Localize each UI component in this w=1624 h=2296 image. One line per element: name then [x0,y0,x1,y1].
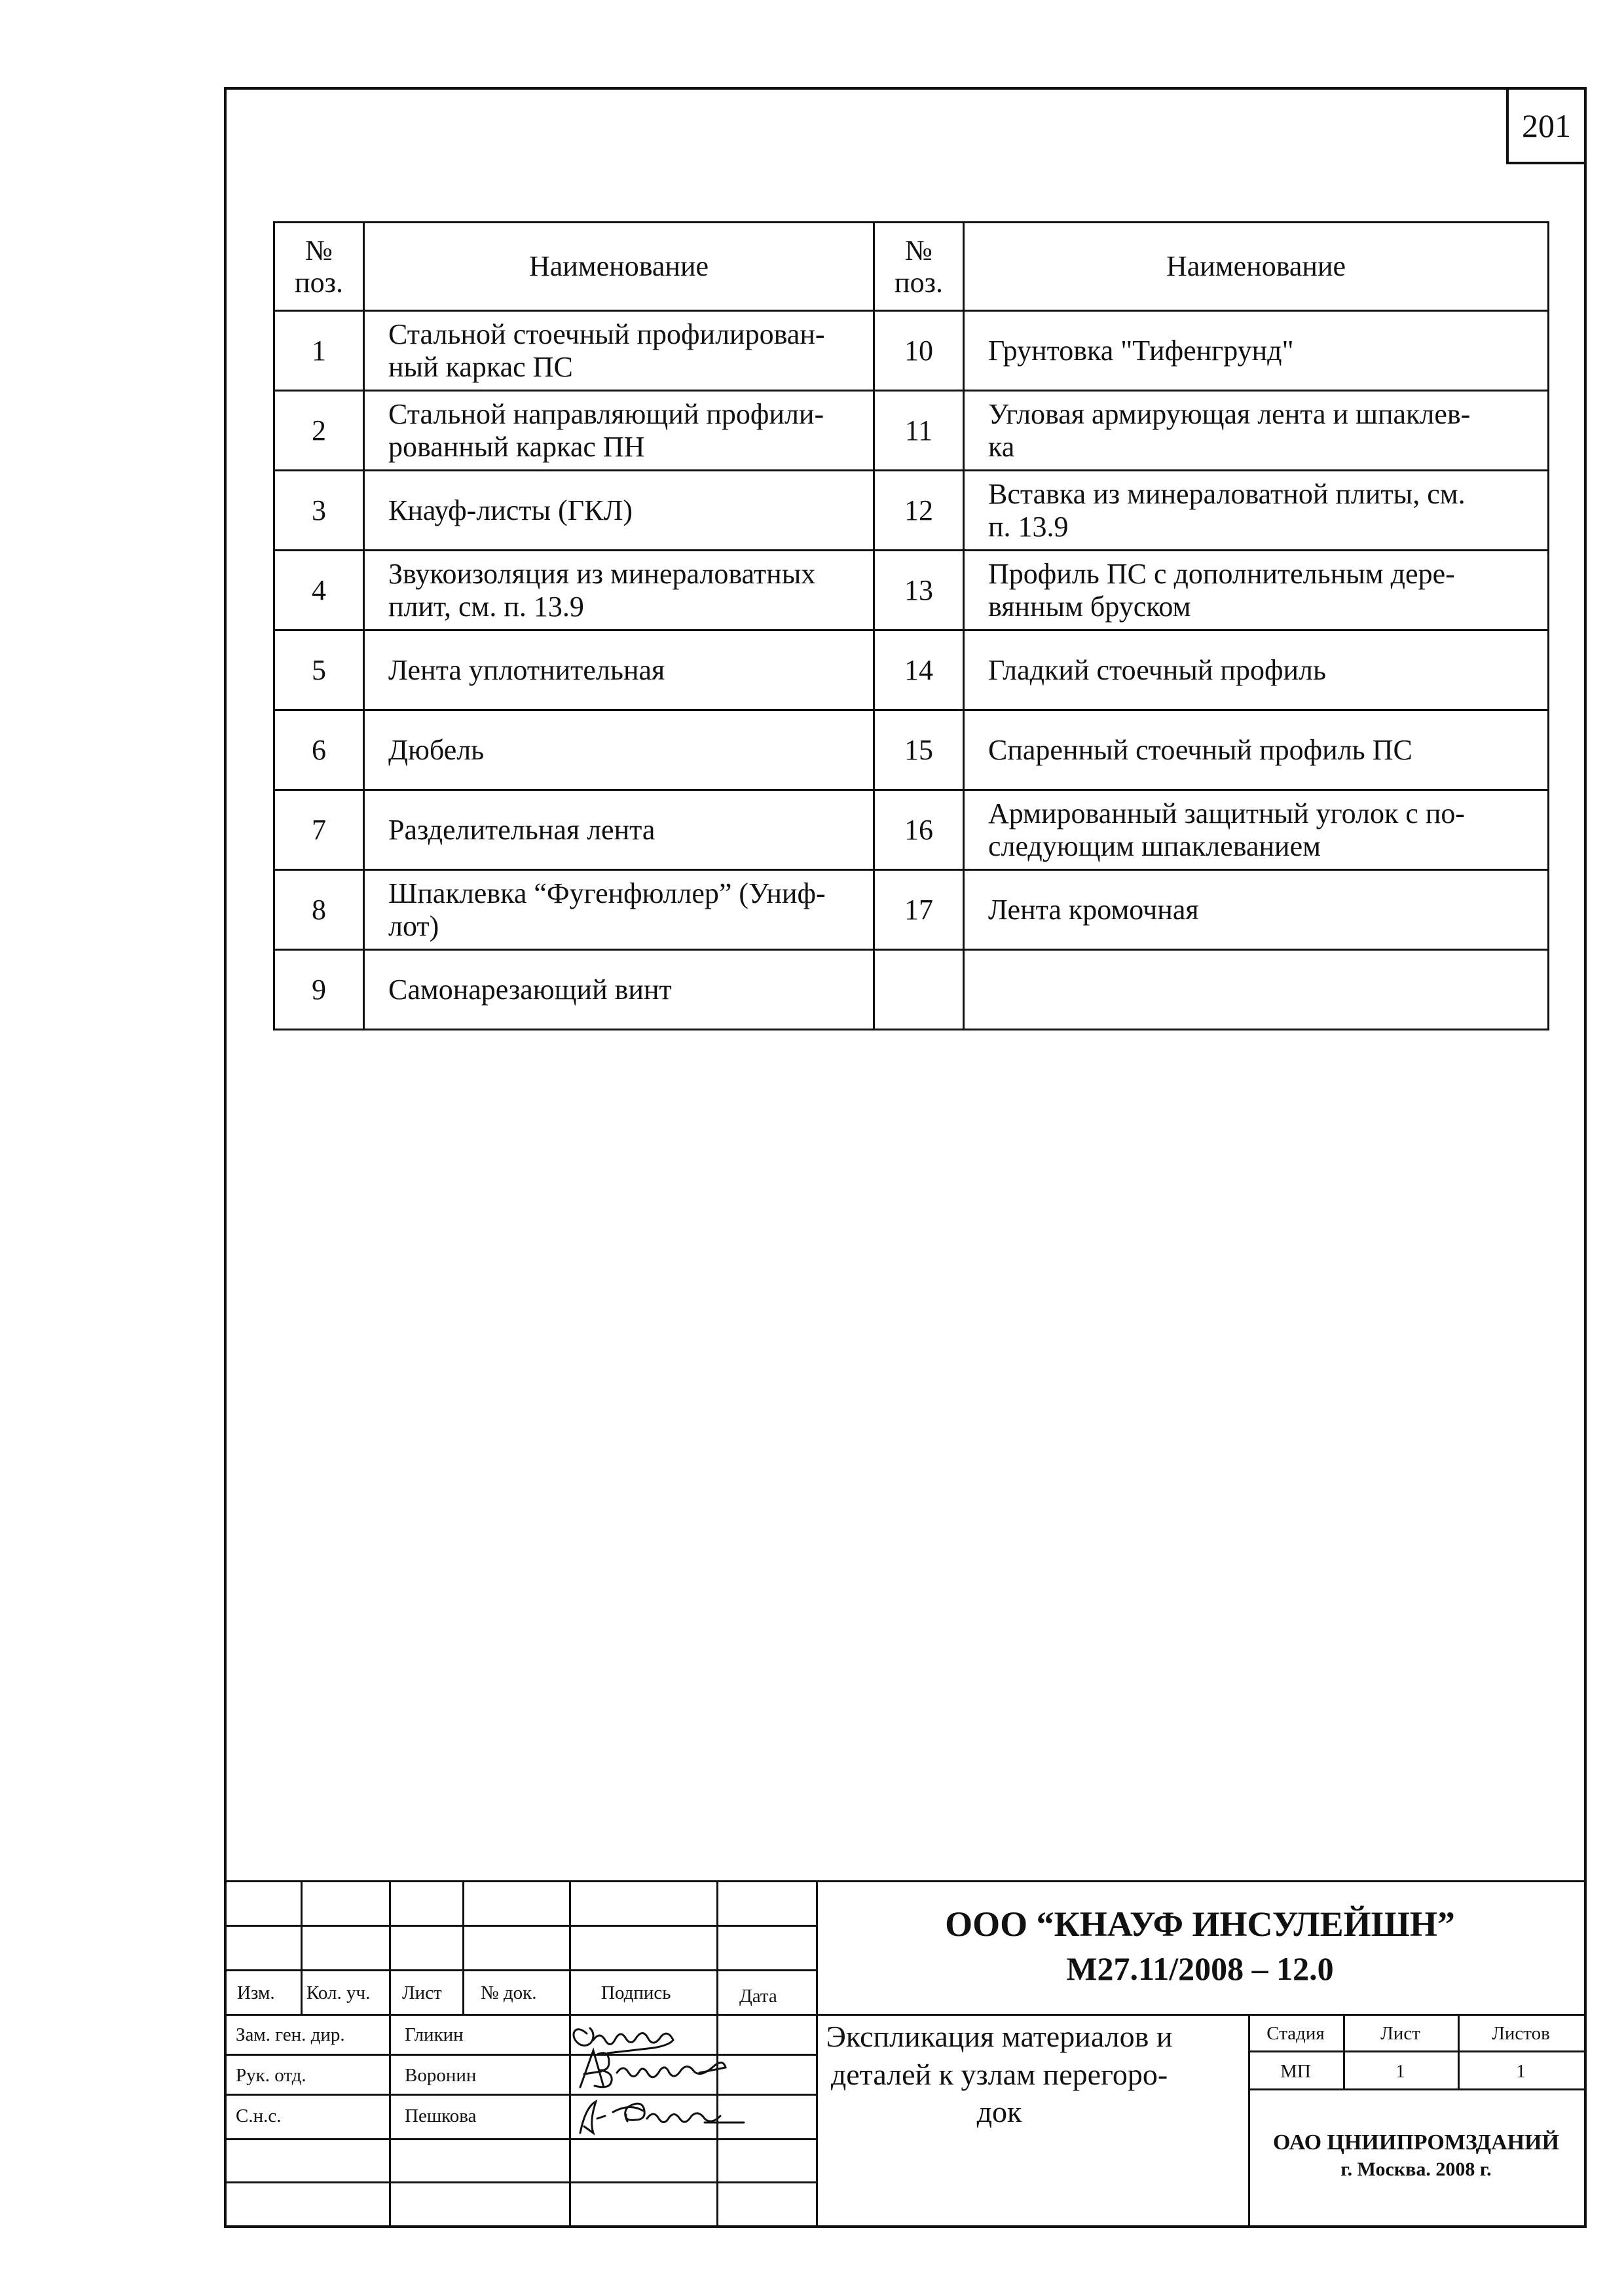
name-voronin: Воронин [405,2065,477,2086]
sheets-header: Листов [1492,2023,1550,2044]
position-number: 11 [874,391,964,471]
header-position-number: № поз. [274,223,364,311]
stage-header: Стадия [1266,2023,1325,2044]
col-doc-no: № док. [481,1982,537,2003]
material-name: Спаренный стоечный профиль ПС [964,710,1549,790]
table-row [274,391,1549,471]
title-block-line [301,1880,303,2014]
position-number: 7 [274,790,364,870]
title-block-line [227,1969,816,1971]
material-name: Угловая армирующая лента и шпаклев- ка [964,391,1549,471]
table-row [274,551,1549,630]
header-name: Наименование [964,223,1549,311]
material-name: Профиль ПС с дополнительным дере- вянным бруском [964,551,1549,630]
institution-name: ОАО ЦНИИПРОМЗДАНИЙ [1272,2130,1560,2155]
material-name: Звукоизоляция из минераловатных плит, см. п. 13.9 [364,551,874,630]
title-block-line [227,1925,816,1927]
table-row [274,630,1549,710]
table-row [274,471,1549,551]
position-number: 6 [274,710,364,790]
document-code: М27.11/2008 – 12.0 [1066,1950,1334,1987]
material-name: Армированный защитный уголок с по- следующим шпаклеванием [964,790,1549,870]
position-number: 16 [874,790,964,870]
header-position-number: № поз. [874,223,964,311]
col-list: Лист [402,1982,442,2003]
table-row [274,311,1549,391]
name-peshkova: Пешкова [405,2105,477,2126]
position-number: 8 [274,870,364,950]
material-name: Кнауф-листы (ГКЛ) [364,471,874,551]
position-number: 4 [274,551,364,630]
title-block-line [227,1880,1584,1882]
col-kol-uch: Кол. уч. [306,1982,371,2003]
material-name [964,950,1549,1030]
title-block-line [389,1880,391,2225]
position-number: 14 [874,630,964,710]
position-number: 2 [274,391,364,471]
table-row [274,870,1549,950]
name-glikin: Гликин [405,2024,464,2045]
institution-city-year: г. Москва. 2008 г. [1340,2158,1492,2180]
title-block-line [1248,2088,1584,2090]
position-number: 3 [274,471,364,551]
position-number: 12 [874,471,964,551]
position-number: 9 [274,950,364,1030]
material-name: Самонарезающий винт [364,950,874,1030]
header-name: Наименование [364,223,874,311]
position-number: 13 [874,551,964,630]
company-name: ООО “КНАУФ ИНСУЛЕЙШН” [945,1904,1455,1944]
stage-value: МП [1280,2061,1311,2082]
page-number: 201 [1506,87,1587,164]
table-row [274,790,1549,870]
table-header-row [274,223,1549,311]
material-name: Разделительная лента [364,790,874,870]
title-block-line [227,2181,816,2183]
sheet-value: 1 [1395,2061,1405,2082]
col-izm: Изм. [237,1982,275,2003]
title-block-line [1248,2050,1584,2052]
title-block-line [227,2014,1584,2016]
title-block-line [1248,2014,1250,2225]
col-podpis: Подпись [601,1982,671,2003]
position-number: 15 [874,710,964,790]
title-block [227,1880,1584,2225]
signatures-image [554,2009,757,2146]
position-number [874,950,964,1030]
col-data: Дата [739,1986,777,2007]
position-number: 1 [274,311,364,391]
role-deputy-director: Зам. ген. дир. [236,2024,345,2045]
role-dept-head: Рук. отд. [236,2065,306,2086]
title-block-line [462,1880,464,2014]
position-number: 17 [874,870,964,950]
material-name: Лента кромочная [964,870,1549,950]
material-name: Стальной направляющий профили- рованный каркас ПН [364,391,874,471]
material-name: Стальной стоечный профилирован- ный каркас ПС [364,311,874,391]
sheets-value: 1 [1516,2061,1526,2082]
material-name: Вставка из минераловатной плиты, см. п. 13.9 [964,471,1549,551]
role-senior-researcher: С.н.с. [236,2105,282,2126]
position-number: 5 [274,630,364,710]
material-name: Дюбель [364,710,874,790]
material-name: Лента уплотнительная [364,630,874,710]
institution [1248,2129,1584,2181]
sheet-header: Лист [1380,2023,1420,2044]
table-row [274,950,1549,1030]
table-row [274,710,1549,790]
material-name: Шпаклевка “Фугенфюллер” (Униф- лот) [364,870,874,950]
position-number: 10 [874,311,964,391]
material-name: Гладкий стоечный профиль [964,630,1549,710]
materials-table [273,221,1549,1030]
document-description: Экспликация материалов и деталей к узлам перегоро- док [826,2020,1173,2128]
material-name: Грунтовка "Тифенгрунд" [964,311,1549,391]
